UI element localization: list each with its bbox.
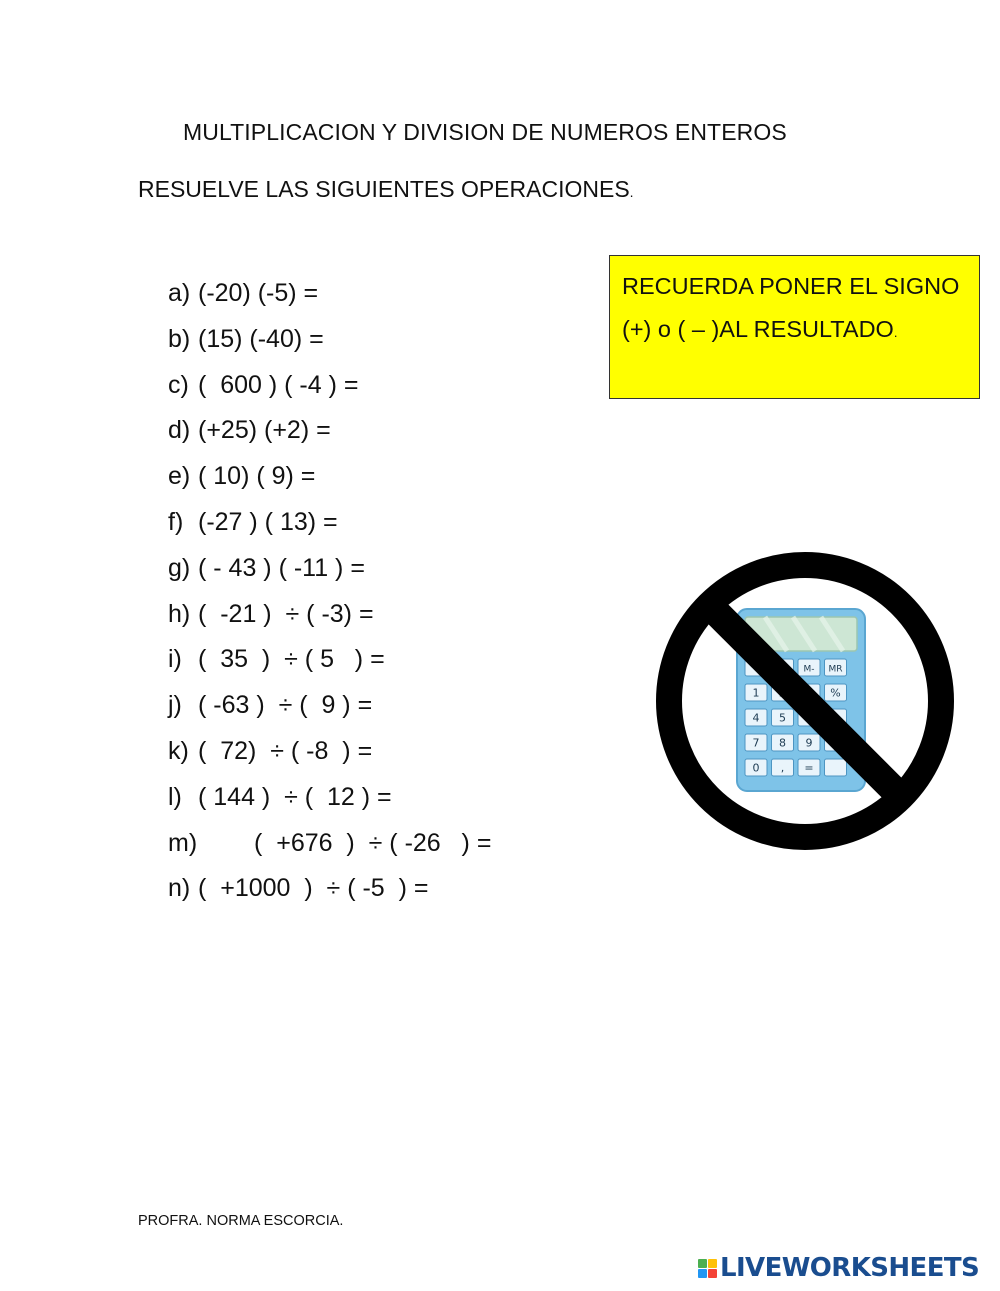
exercise-expression: (-27 ) ( 13) = [198, 507, 338, 536]
exercise-expression: ( 144 ) ÷ ( 12 ) = [198, 782, 392, 811]
brand-logo-icon [698, 1259, 717, 1278]
exercise-expression: (+25) (+2) = [198, 416, 331, 445]
exercise-item [168, 826, 491, 872]
exercise-label: c) [168, 370, 189, 399]
reminder-line-2 [622, 308, 967, 354]
exercise-item [168, 276, 491, 322]
exercise-expression: ( 600 ) ( -4 ) = [198, 370, 359, 399]
exercise-label: e) [168, 462, 191, 491]
calculator-key [825, 759, 847, 776]
instructions-text: RESUELVE LAS SIGUIENTES OPERACIONES [138, 176, 630, 202]
exercise-label: h) [168, 599, 191, 628]
reminder-note [609, 255, 980, 399]
exercise-label: i) [168, 645, 182, 674]
exercise-expression: ( 72) ÷ ( -8 ) = [198, 736, 373, 765]
reminder-line-2-text: (+) o ( – )AL RESULTADO [622, 316, 894, 342]
exercise-item [168, 688, 491, 734]
logo-square [708, 1259, 717, 1268]
exercise-label: g) [168, 553, 191, 582]
worksheet-title: MULTIPLICACION Y DIVISION DE NUMEROS ENTEROS [183, 119, 787, 145]
exercise-expression: ( 35 ) ÷ ( 5 ) = [198, 645, 385, 674]
exercise-item [168, 734, 491, 780]
exercise-label: n) [168, 874, 191, 903]
exercise-expression: ( 10) ( 9) = [198, 462, 316, 491]
reminder-line-1: RECUERDA PONER EL SIGNO [622, 273, 960, 299]
exercise-item [168, 642, 491, 688]
exercise-label: l) [168, 782, 182, 811]
reminder-period: . [893, 325, 898, 340]
exercise-item [168, 780, 491, 826]
exercise-label: b) [168, 324, 191, 353]
exercise-expression: ( - 43 ) ( -11 ) = [198, 553, 365, 582]
exercise-label: d) [168, 416, 191, 445]
calculator-key-label: M- [803, 664, 815, 675]
calculator-key-label: 4 [752, 711, 760, 725]
calculator-key-label: = [804, 761, 814, 775]
brand-name: LIVEWORKSHEETS [720, 1253, 980, 1283]
calculator-key-label: % [830, 686, 841, 700]
exercise-label: m) [168, 828, 198, 857]
calculator-key-label: 1 [752, 686, 760, 700]
calculator-key-label: 8 [779, 736, 786, 750]
teacher-credit: PROFRA. NORMA ESCORCIA. [138, 1213, 344, 1229]
exercise-item [168, 597, 491, 643]
exercise-expression: ( +1000 ) ÷ ( -5 ) = [198, 874, 429, 903]
exercise-item [168, 871, 491, 917]
logo-square [708, 1269, 717, 1278]
exercise-expression: (15) (-40) = [198, 324, 324, 353]
calculator-key-label: 5 [779, 711, 786, 725]
exercise-expression: (-20) (-5) = [198, 279, 319, 307]
calculator-key-label: , [780, 761, 785, 775]
calculator-key-label: 7 [752, 736, 760, 750]
logo-square [698, 1269, 707, 1278]
exercise-label: j) [168, 691, 182, 720]
liveworksheets-brand [698, 1253, 979, 1283]
exercise-list [168, 276, 491, 917]
instructions [138, 176, 634, 203]
calculator-key-label: 0 [752, 761, 760, 775]
instructions-period: . [629, 184, 634, 200]
exercise-label: a) [168, 279, 191, 307]
exercise-expression: ( +676 ) ÷ ( -26 ) = [254, 828, 492, 857]
exercise-item [168, 551, 491, 597]
exercise-expression: ( -21 ) ÷ ( -3) = [198, 599, 374, 628]
exercise-label: k) [168, 736, 189, 765]
logo-square [698, 1259, 707, 1268]
exercise-item [168, 368, 491, 414]
exercise-item [168, 459, 491, 505]
calculator-key-label: 9 [805, 736, 813, 750]
exercise-item [168, 413, 491, 459]
exercise-item [168, 505, 491, 551]
exercise-expression: ( -63 ) ÷ ( 9 ) = [198, 691, 373, 720]
no-calculator-icon [637, 533, 973, 865]
exercise-item [168, 322, 491, 368]
exercise-label: f) [168, 507, 184, 536]
calculator-key-label: MR [828, 664, 843, 675]
